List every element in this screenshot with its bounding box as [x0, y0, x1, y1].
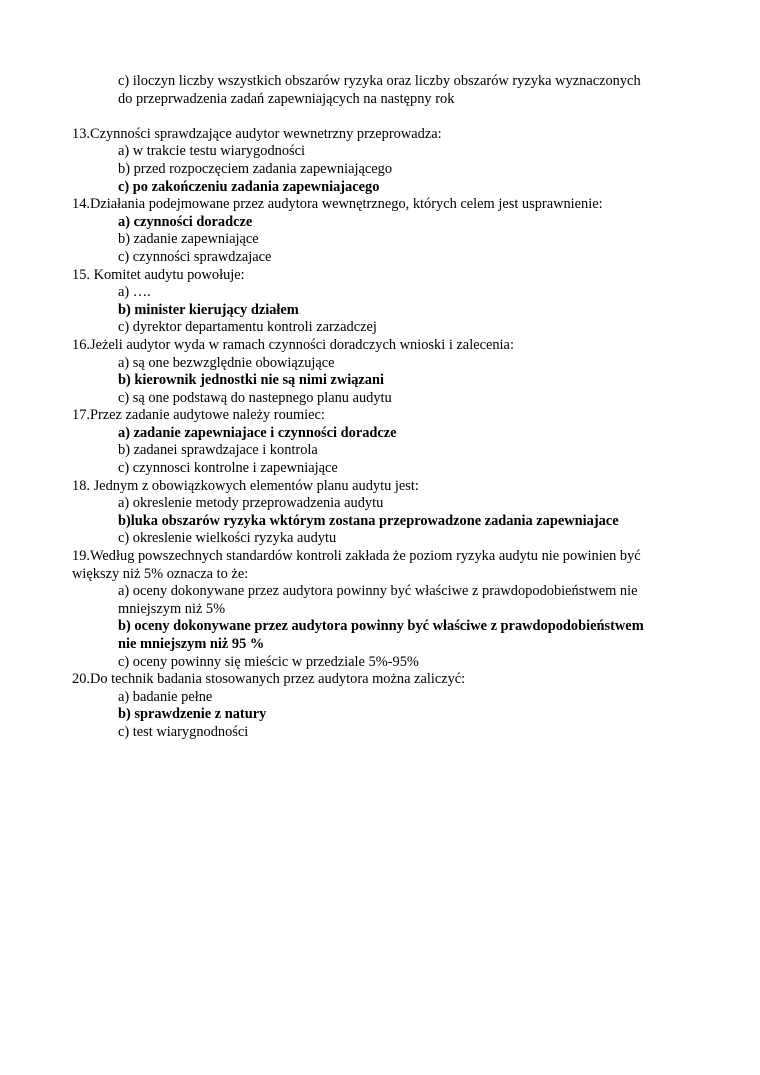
q19-question-line2: większy niż 5% oznacza to że:: [72, 565, 249, 582]
q18-question: 18. Jednym z obowiązkowych elementów planu audytu jest:: [72, 477, 419, 494]
q19-answer-c: c) oceny powinny się mieścic w przedziale 5%-95%: [118, 653, 419, 670]
q13-answer-a: a) w trakcie testu wiarygodności: [118, 143, 306, 160]
q14-answer-c: c) czynności sprawdzajace: [118, 248, 272, 265]
q20-answer-b-correct: b) sprawdzenie z natury: [118, 706, 267, 723]
q16-question: 16.Jeżeli audytor wyda w ramach czynności doradczych wnioski i zalecenia:: [72, 336, 514, 353]
q19-question-line1: 19.Według powszechnych standardów kontroli zakłada że poziom ryzyka audytu nie powinien być: [72, 548, 641, 565]
q14-question: 14.Działania podejmowane przez audytora wewnętrznego, których celem jest usprawnienie:: [72, 196, 603, 213]
q20-question: 20.Do technik badania stosowanych przez audytora można zaliczyć:: [72, 671, 466, 688]
q18-answer-a: a) okreslenie metody przeprowadzenia audytu: [118, 495, 384, 512]
q13-answer-b: b) przed rozpoczęciem zadania zapewniającego: [118, 160, 393, 177]
q20-answer-c: c) test wiarygnodności: [118, 723, 249, 740]
q16-answer-c: c) są one podstawą do nastepnego planu audytu: [118, 389, 392, 406]
q19-answer-a-line2: mniejszym niż 5%: [118, 600, 226, 617]
q19-answer-b-correct-line1: b) oceny dokonywane przez audytora powinny być właściwe z prawdopodobieństwem: [118, 618, 644, 635]
q19-answer-a-line1: a) oceny dokonywane przez audytora powinny być właściwe z prawdopodobieństwem nie: [118, 583, 638, 600]
q15-answer-b-correct: b) minister kierujący działem: [118, 301, 299, 318]
q16-answer-a: a) są one bezwzględnie obowiązujące: [118, 354, 335, 371]
q18-answer-c: c) okreslenie wielkości ryzyka audytu: [118, 530, 337, 547]
q14-answer-a-correct: a) czynności doradcze: [118, 213, 253, 230]
q15-question: 15. Komitet audytu powołuje:: [72, 266, 245, 283]
q17-question: 17.Przez zadanie audytowe należy roumiec:: [72, 407, 325, 424]
q14-answer-b: b) zadanie zapewniające: [118, 231, 259, 248]
q12-answer-c-line2: do przeprwadzenia zadań zapewniających na następny rok: [118, 90, 455, 107]
q17-answer-a-correct: a) zadanie zapewniajace i czynności doradcze: [118, 424, 397, 441]
q18-answer-b-correct: b)luka obszarów ryzyka wktórym zostana przeprowadzone zadania zapewniajace: [118, 512, 619, 529]
q13-answer-c-correct: c) po zakończeniu zadania zapewniajacego: [118, 178, 380, 195]
paragraph-gap: [72, 108, 692, 126]
q17-answer-c: c) czynnosci kontrolne i zapewniające: [118, 460, 338, 477]
q15-answer-a: a) ….: [118, 284, 151, 301]
q12-answer-c-line1: c) iloczyn liczby wszystkich obszarów ryzyka oraz liczby obszarów ryzyka wyznaczonych: [118, 73, 641, 89]
q15-answer-c: c) dyrektor departamentu kontroli zarzadczej: [118, 319, 377, 336]
q20-answer-a: a) badanie pełne: [118, 688, 213, 705]
document-body: [72, 73, 692, 742]
q13-question: 13.Czynności sprawdzające audytor wewnetrzny przeprowadza:: [72, 125, 442, 142]
q17-answer-b: b) zadanei sprawdzajace i kontrola: [118, 442, 318, 459]
q19-answer-b-correct-line2: nie mniejszym niż 95 %: [118, 636, 265, 652]
q16-answer-b-correct: b) kierownik jednostki nie są nimi związani: [118, 372, 384, 389]
